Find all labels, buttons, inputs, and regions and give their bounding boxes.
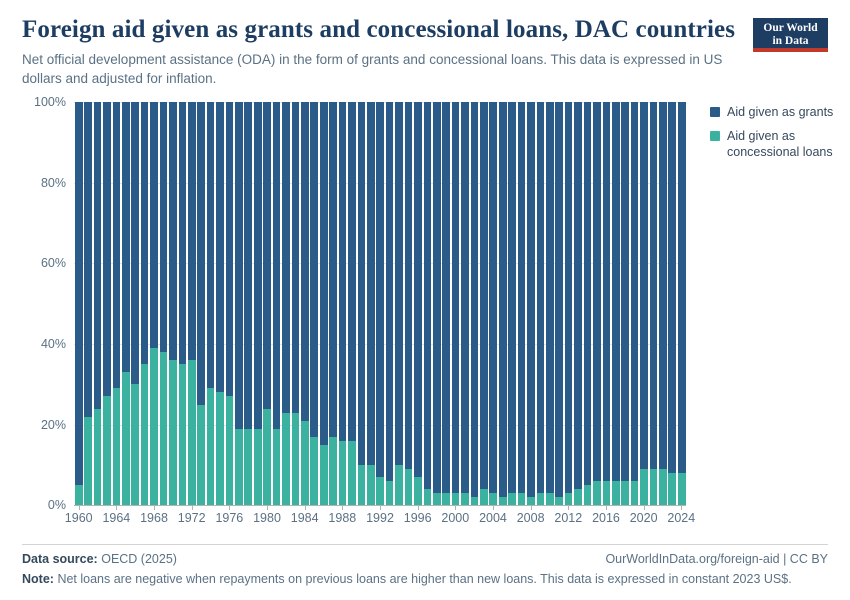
bar-column[interactable] — [386, 102, 394, 505]
bar-segment-loans — [339, 441, 347, 505]
y-axis-tick-label: 20% — [40, 417, 66, 432]
x-axis-tick-label: 2000 — [441, 511, 470, 526]
bar-segment-grants — [329, 102, 337, 436]
bar-column[interactable] — [668, 102, 676, 505]
bar-segment-grants — [668, 102, 676, 473]
bar-segment-grants — [310, 102, 318, 436]
y-axis-tick-label: 60% — [40, 256, 66, 271]
footer-divider — [22, 544, 828, 545]
bar-series-container — [74, 102, 686, 505]
bar-column[interactable] — [320, 102, 328, 505]
bar-column[interactable] — [188, 102, 196, 505]
bar-segment-grants — [546, 102, 554, 493]
bar-column[interactable] — [310, 102, 318, 505]
x-axis-tick-label: 1960 — [64, 511, 93, 526]
y-axis-tick-label: 80% — [40, 175, 66, 190]
bar-segment-grants — [169, 102, 177, 360]
bar-segment-loans — [603, 481, 611, 505]
bar-column[interactable] — [527, 102, 535, 505]
x-axis-tick-label: 1968 — [140, 511, 168, 526]
owid-logo-underline — [753, 48, 828, 52]
footer-note — [22, 571, 828, 588]
bar-segment-loans — [122, 372, 130, 505]
header-text-block — [22, 16, 737, 88]
bar-segment-loans — [235, 429, 243, 506]
bar-segment-loans — [75, 485, 83, 505]
bar-segment-loans — [376, 477, 384, 505]
bar-segment-loans — [584, 485, 592, 505]
bar-segment-grants — [405, 102, 413, 469]
bar-segment-loans — [574, 489, 582, 505]
bar-segment-grants — [160, 102, 168, 352]
bar-segment-loans — [414, 477, 422, 505]
bar-column[interactable] — [150, 102, 158, 505]
footer-source — [22, 552, 177, 566]
bar-segment-loans — [348, 441, 356, 505]
bar-column[interactable] — [348, 102, 356, 505]
bar-column[interactable] — [593, 102, 601, 505]
x-axis-tick-mark — [418, 505, 419, 510]
bar-segment-grants — [584, 102, 592, 485]
x-axis-tick-label: 2004 — [479, 511, 507, 526]
bar-segment-grants — [94, 102, 102, 408]
bar-column[interactable] — [414, 102, 422, 505]
bar-column[interactable] — [631, 102, 639, 505]
bar-column[interactable] — [376, 102, 384, 505]
bar-segment-grants — [216, 102, 224, 392]
bar-column[interactable] — [442, 102, 450, 505]
bar-segment-loans — [499, 497, 507, 505]
owid-logo-line2: in Data — [772, 34, 809, 47]
bar-segment-grants — [197, 102, 205, 404]
bar-segment-grants — [320, 102, 328, 445]
bar-segment-grants — [207, 102, 215, 388]
bar-segment-grants — [131, 102, 139, 384]
footer-note-value: Net loans are negative when repayments on previous loans are higher than new loans. This data is expressed in constant 2023 US$. — [57, 572, 792, 587]
page-title: Foreign aid given as grants and concessional loans, DAC countries — [22, 16, 736, 43]
bar-column[interactable] — [452, 102, 460, 505]
x-axis-tick-label: 1964 — [102, 511, 131, 526]
bar-column[interactable] — [254, 102, 262, 505]
x-axis-tick-mark — [380, 505, 381, 510]
bar-segment-loans — [442, 493, 450, 505]
bar-segment-grants — [188, 102, 196, 360]
x-axis-tick-label: 1984 — [290, 511, 319, 526]
bar-column[interactable] — [565, 102, 573, 505]
x-axis-tick-label: 1988 — [328, 511, 357, 526]
bar-column[interactable] — [555, 102, 563, 505]
bar-segment-loans — [320, 445, 328, 505]
x-axis-tick-mark — [154, 505, 155, 510]
owid-logo[interactable] — [753, 18, 828, 52]
bar-column[interactable] — [329, 102, 337, 505]
x-axis-tick-label: 1980 — [253, 511, 281, 526]
x-axis-tick-mark — [192, 505, 193, 510]
bar-segment-grants — [414, 102, 422, 477]
bar-column[interactable] — [235, 102, 243, 505]
bar-segment-grants — [593, 102, 601, 481]
x-axis-tick-mark — [455, 505, 456, 510]
bar-segment-grants — [489, 102, 497, 493]
bar-column[interactable] — [216, 102, 224, 505]
x-axis-tick-label: 2012 — [554, 511, 583, 526]
bar-segment-grants — [555, 102, 563, 497]
y-axis-tick-label: 0% — [47, 498, 66, 513]
bar-segment-loans — [244, 429, 252, 506]
bar-segment-grants — [631, 102, 639, 481]
bar-column[interactable] — [621, 102, 629, 505]
bar-segment-loans — [263, 409, 271, 506]
y-axis-tick-label: 100% — [34, 95, 66, 110]
bar-segment-grants — [537, 102, 545, 493]
bar-column[interactable] — [122, 102, 130, 505]
bar-segment-loans — [433, 493, 441, 505]
bar-column[interactable] — [301, 102, 309, 505]
bar-segment-grants — [376, 102, 384, 477]
footer-source-value: OECD (2025) — [101, 552, 177, 567]
bar-segment-grants — [113, 102, 121, 388]
bar-column[interactable] — [480, 102, 488, 505]
bar-segment-loans — [546, 493, 554, 505]
bar-segment-grants — [659, 102, 667, 469]
bar-column[interactable] — [584, 102, 592, 505]
footer-source-row — [22, 552, 828, 566]
bar-segment-grants — [612, 102, 620, 481]
bar-column[interactable] — [84, 102, 92, 505]
bar-segment-grants — [103, 102, 111, 396]
bar-column[interactable] — [537, 102, 545, 505]
x-axis-tick-label: 2024 — [667, 511, 696, 526]
owid-link[interactable]: OurWorldInData.org/foreign-aid | CC BY — [605, 552, 828, 567]
bar-segment-grants — [603, 102, 611, 481]
bar-segment-grants — [273, 102, 281, 428]
bar-segment-loans — [131, 384, 139, 505]
chart-area — [22, 95, 834, 532]
bar-segment-loans — [254, 429, 262, 506]
bar-segment-loans — [179, 364, 187, 505]
bar-segment-loans — [461, 493, 469, 505]
bar-segment-grants — [339, 102, 347, 441]
bar-column[interactable] — [424, 102, 432, 505]
bar-column[interactable] — [169, 102, 177, 505]
x-axis-tick-label: 1992 — [366, 511, 394, 526]
bar-segment-grants — [471, 102, 479, 497]
bar-segment-loans — [386, 481, 394, 505]
bar-segment-grants — [499, 102, 507, 497]
bar-column[interactable] — [499, 102, 507, 505]
footer-note-label: Note: — [22, 572, 54, 587]
bar-column[interactable] — [659, 102, 667, 505]
bar-segment-grants — [358, 102, 366, 465]
bar-segment-loans — [565, 493, 573, 505]
bar-segment-loans — [367, 465, 375, 505]
x-axis-tick-label: 2008 — [516, 511, 545, 526]
bar-column[interactable] — [292, 102, 300, 505]
bar-segment-loans — [537, 493, 545, 505]
bar-segment-grants — [84, 102, 92, 416]
bar-column[interactable] — [179, 102, 187, 505]
bar-column[interactable] — [103, 102, 111, 505]
bar-segment-loans — [358, 465, 366, 505]
bar-segment-grants — [292, 102, 300, 412]
legend-swatch-loans — [710, 131, 720, 141]
bar-segment-loans — [668, 473, 676, 505]
bar-segment-grants — [574, 102, 582, 489]
x-axis — [64, 505, 696, 531]
bar-column[interactable] — [489, 102, 497, 505]
x-axis-tick-mark — [305, 505, 306, 510]
bar-segment-loans — [150, 348, 158, 505]
bar-column[interactable] — [508, 102, 516, 505]
x-axis-tick-label: 1976 — [215, 511, 244, 526]
bar-column[interactable] — [75, 102, 83, 505]
bar-segment-loans — [650, 469, 658, 505]
bar-segment-grants — [640, 102, 648, 469]
bar-column[interactable] — [358, 102, 366, 505]
bar-segment-grants — [367, 102, 375, 465]
bar-segment-loans — [593, 481, 601, 505]
y-axis-tick-label: 40% — [40, 337, 66, 352]
legend-label-loans: Aid given as concessional loans — [727, 129, 833, 160]
bar-column[interactable] — [650, 102, 658, 505]
bar-column[interactable] — [405, 102, 413, 505]
bar-segment-loans — [508, 493, 516, 505]
bar-segment-loans — [141, 364, 149, 505]
bar-segment-grants — [650, 102, 658, 469]
bar-segment-loans — [188, 360, 196, 505]
bar-segment-loans — [640, 469, 648, 505]
bar-segment-loans — [273, 429, 281, 506]
bar-segment-loans — [103, 396, 111, 505]
bar-segment-grants — [480, 102, 488, 489]
bar-segment-loans — [197, 405, 205, 506]
bar-segment-grants — [150, 102, 158, 348]
x-axis-tick-mark — [681, 505, 682, 510]
bar-segment-loans — [480, 489, 488, 505]
bar-column[interactable] — [244, 102, 252, 505]
bar-segment-grants — [433, 102, 441, 493]
x-axis-tick-label: 2020 — [629, 511, 658, 526]
plot-region — [74, 102, 686, 505]
bar-segment-grants — [141, 102, 149, 364]
bar-segment-grants — [424, 102, 432, 489]
bar-segment-loans — [160, 352, 168, 505]
bar-segment-grants — [452, 102, 460, 493]
bar-segment-grants — [235, 102, 243, 428]
bar-column[interactable] — [273, 102, 281, 505]
bar-segment-grants — [508, 102, 516, 493]
bar-segment-loans — [329, 437, 337, 506]
chart-header — [22, 16, 828, 88]
x-axis-tick-mark — [493, 505, 494, 510]
bar-segment-grants — [226, 102, 234, 396]
bar-segment-loans — [631, 481, 639, 505]
bar-column[interactable] — [160, 102, 168, 505]
bar-segment-loans — [518, 493, 526, 505]
x-axis-tick-label: 2016 — [592, 511, 620, 526]
bar-column[interactable] — [395, 102, 403, 505]
bar-segment-loans — [555, 497, 563, 505]
bar-segment-loans — [489, 493, 497, 505]
bar-column[interactable] — [461, 102, 469, 505]
bar-column[interactable] — [546, 102, 554, 505]
bar-segment-grants — [442, 102, 450, 493]
bar-segment-grants — [122, 102, 130, 372]
x-axis-tick-mark — [606, 505, 607, 510]
owid-logo-line1: Our World — [763, 22, 818, 34]
bar-segment-loans — [471, 497, 479, 505]
bar-column[interactable] — [471, 102, 479, 505]
bar-segment-grants — [282, 102, 290, 412]
bar-segment-loans — [216, 392, 224, 505]
x-axis-tick-label: 1972 — [177, 511, 206, 526]
x-axis-tick-mark — [116, 505, 117, 510]
bar-segment-loans — [207, 388, 215, 505]
bar-segment-loans — [395, 465, 403, 505]
bar-segment-grants — [263, 102, 271, 408]
chart-footer — [22, 544, 828, 588]
x-axis-tick-mark — [342, 505, 343, 510]
bar-segment-loans — [169, 360, 177, 505]
bar-segment-loans — [301, 421, 309, 506]
x-axis-tick-label: 1996 — [403, 511, 432, 526]
bar-column[interactable] — [113, 102, 121, 505]
bar-segment-grants — [527, 102, 535, 497]
bar-column[interactable] — [94, 102, 102, 505]
x-axis-tick-mark — [531, 505, 532, 510]
bar-segment-grants — [518, 102, 526, 493]
bar-segment-grants — [254, 102, 262, 428]
bar-segment-loans — [678, 473, 686, 505]
bar-segment-grants — [565, 102, 573, 493]
bar-segment-loans — [292, 413, 300, 506]
legend-label-grants: Aid given as grants — [727, 105, 834, 120]
legend-item-grants[interactable] — [710, 104, 850, 120]
bar-segment-loans — [405, 469, 413, 505]
x-axis-tick-mark — [644, 505, 645, 510]
x-axis-tick-mark — [229, 505, 230, 510]
bar-segment-grants — [301, 102, 309, 420]
footer-source-label: Data source: — [22, 552, 98, 567]
bar-column[interactable] — [433, 102, 441, 505]
x-axis-tick-mark — [267, 505, 268, 510]
bar-column[interactable] — [131, 102, 139, 505]
bar-segment-grants — [386, 102, 394, 481]
legend-item-loans[interactable] — [710, 128, 850, 160]
bar-column[interactable] — [263, 102, 271, 505]
bar-segment-grants — [348, 102, 356, 441]
bar-segment-grants — [621, 102, 629, 481]
bar-segment-loans — [282, 413, 290, 506]
bar-segment-loans — [527, 497, 535, 505]
bar-column[interactable] — [367, 102, 375, 505]
bar-segment-grants — [179, 102, 187, 364]
bar-column[interactable] — [640, 102, 648, 505]
bar-segment-loans — [424, 489, 432, 505]
x-axis-tick-mark — [568, 505, 569, 510]
y-axis — [22, 95, 74, 513]
legend-swatch-grants — [710, 107, 720, 117]
chart-subtitle: Net official development assistance (ODA) in the form of grants and concessional loans. This data is expressed in US dollars and adjusted for inflation. — [22, 52, 723, 86]
bar-column[interactable] — [141, 102, 149, 505]
bar-column[interactable] — [339, 102, 347, 505]
bar-segment-loans — [84, 417, 92, 506]
bar-column[interactable] — [603, 102, 611, 505]
bar-column[interactable] — [226, 102, 234, 505]
bar-segment-loans — [310, 437, 318, 506]
bar-column[interactable] — [612, 102, 620, 505]
bar-segment-grants — [461, 102, 469, 493]
bar-column[interactable] — [197, 102, 205, 505]
footer-link-wrap[interactable] — [605, 552, 828, 566]
bar-segment-loans — [612, 481, 620, 505]
bar-segment-grants — [244, 102, 252, 428]
bar-column[interactable] — [574, 102, 582, 505]
bar-segment-loans — [113, 388, 121, 505]
bar-segment-grants — [75, 102, 83, 485]
bar-column[interactable] — [678, 102, 686, 505]
bar-segment-grants — [678, 102, 686, 473]
bar-segment-loans — [94, 409, 102, 506]
bar-column[interactable] — [518, 102, 526, 505]
bar-segment-loans — [659, 469, 667, 505]
chart-legend — [710, 104, 850, 168]
bar-segment-loans — [621, 481, 629, 505]
bar-column[interactable] — [207, 102, 215, 505]
bar-segment-loans — [226, 396, 234, 505]
bar-segment-grants — [395, 102, 403, 465]
bar-column[interactable] — [282, 102, 290, 505]
x-axis-tick-mark — [79, 505, 80, 510]
bar-segment-loans — [452, 493, 460, 505]
plot-wrapper — [22, 95, 696, 532]
